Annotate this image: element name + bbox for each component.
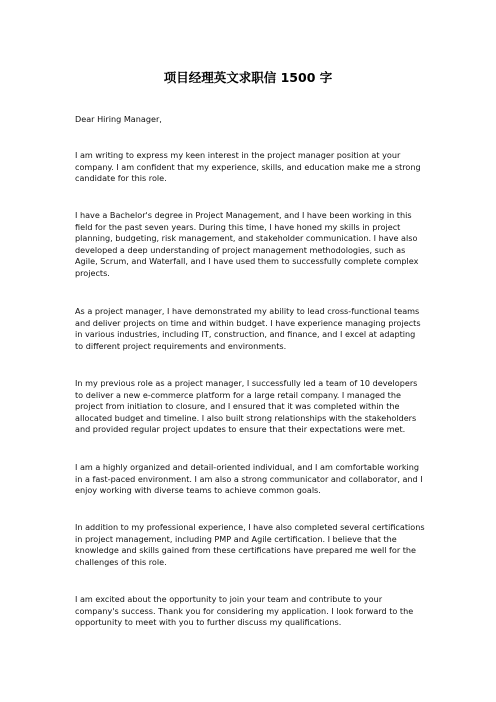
- paragraph-closing: I am excited about the opportunity to join your team and contribute to your company's success. Thank you for considering my application. I look forward to the opportunity to meet with you to further discuss my qualifications.: [75, 594, 414, 627]
- paragraph-personal-qualities: I am a highly organized and detail-oriented individual, and I am comfortable working in a fast-paced environment. I am also a strong communicator and collaborator, and I enjoy working with diverse teams to achieve common goals.: [75, 462, 423, 495]
- paragraph-previous-role: In my previous role as a project manager, I successfully led a team of 10 developers to deliver a new e-commerce platform for a large retail company. I managed the project from initiation to closure, and I ensured that it was completed within the allocated budget and timeline. I also built strong relationships with the stakeholders and provided regular project updates to ensure that their expectations were met.: [75, 378, 418, 434]
- paragraph-interest: I am writing to express my keen interest in the project manager position at your company. I am confident that my experience, skills, and education make me a strong candidate for this role.: [75, 150, 421, 183]
- document-title: 项目经理英文求职信 1500 字: [163, 70, 333, 85]
- paragraph-certifications: In addition to my professional experience, I have also completed several certifications in project management, including PMP and Agile certification. I believe that the knowledge and skills gained from these certifications have prepared me well for the challenges of this role.: [75, 522, 425, 567]
- paragraph-leadership: As a project manager, I have demonstrated my ability to lead cross-functional teams and deliver projects on time and within budget. I have experience managing projects in various industries, including IT, construction, and finance, and I excel at adapting to different project requirements and environments.: [75, 306, 421, 351]
- paragraph-education: I have a Bachelor's degree in Project Management, and I have been working in this field for the past seven years. During this time, I have honed my skills in project planning, budgeting, risk management, and stakeholder communication. I have also developed a deep understanding of project management methodologies, such as Agile, Scrum, and Waterfall, and I have used them to successfully complete complex projects.: [75, 210, 419, 278]
- salutation: Dear Hiring Manager,: [75, 114, 162, 124]
